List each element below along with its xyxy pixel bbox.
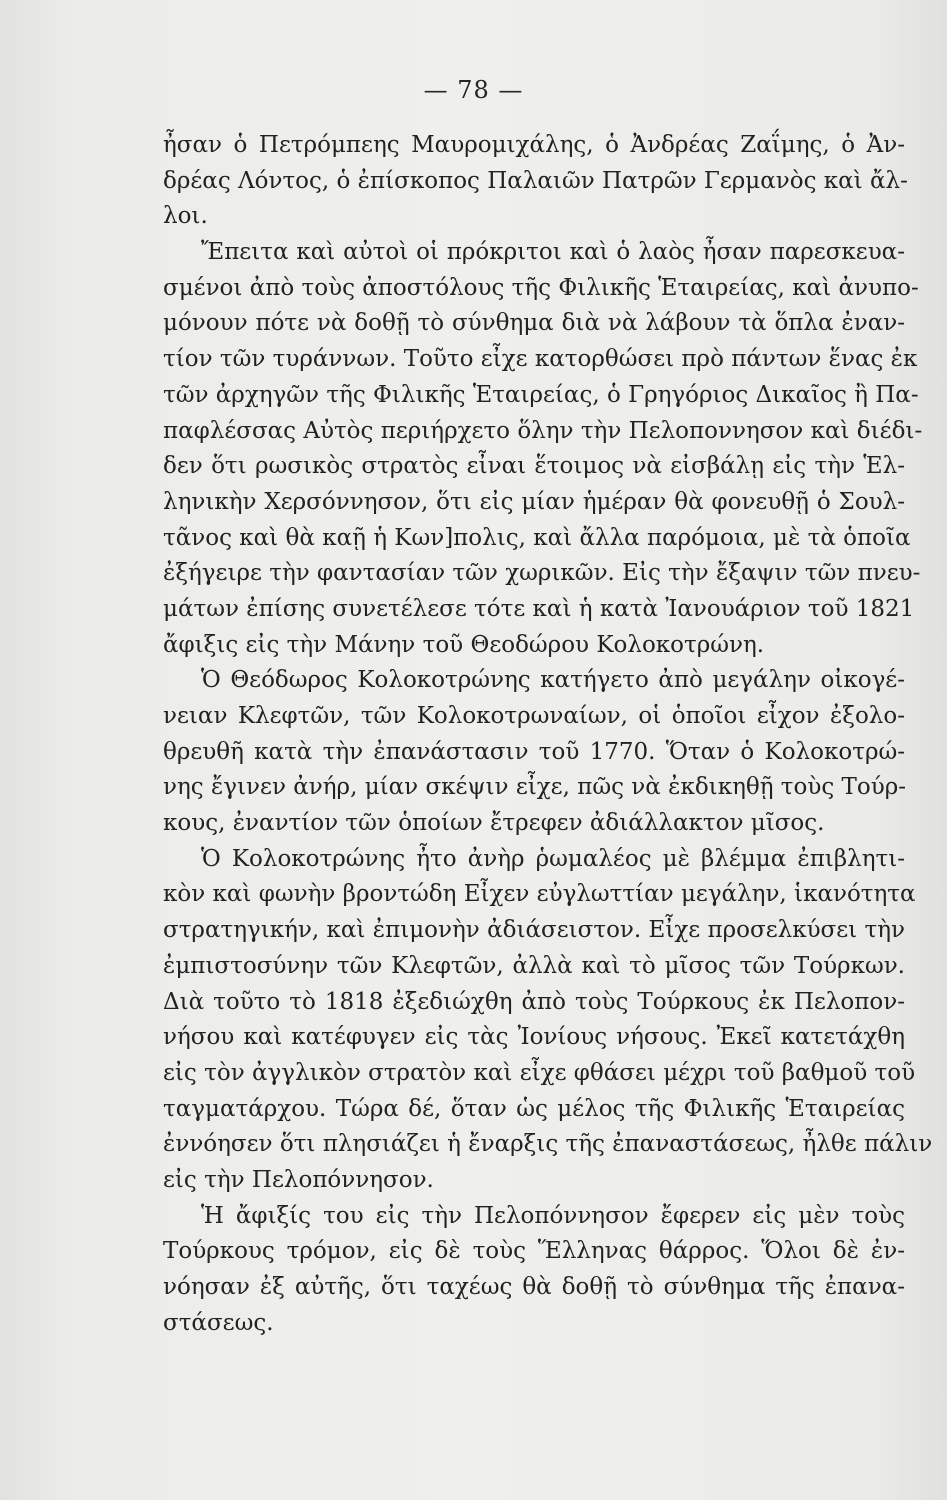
text-line: ἐξήγειρε τὴν φαντασίαν τῶν χωρικῶν. Εἰς τὴν ἔξαψιν τῶν πνευ- xyxy=(163,560,921,587)
text-line: Ὁ Θεόδωρος Κολοκοτρώνης κατήγετο ἀπὸ μεγάλην οἰκογέ- xyxy=(201,667,905,694)
text-line: εἰς τὸν ἀγγλικὸν στρατὸν καὶ εἶχε φθάσει μέχρι τοῦ βαθμοῦ τοῦ xyxy=(163,1059,916,1086)
body-text xyxy=(163,128,933,1341)
page-number: — 78 — xyxy=(423,76,524,104)
text-line: Ὁ Κολοκοτρώνης ἦτο ἀνὴρ ῥωμαλέος μὲ βλέμμα ἐπιβλητι- xyxy=(201,845,905,872)
text-line: κὸν καὶ φωνὴν βροντώδη Εἶχεν εὐγλωττίαν μεγάλην, ἱκανότητα xyxy=(163,881,916,908)
text-line: σμένοι ἀπὸ τοὺς ἀποστόλους τῆς Φιλικῆς Ἑταιρείας, καὶ ἀνυπο- xyxy=(163,274,919,301)
text-line: μάτων ἐπίσης συνετέλεσε τότε καὶ ἡ κατὰ Ἰανουάριον τοῦ 1821 xyxy=(163,595,915,622)
text-line: τᾶνος καὶ θὰ καῇ ἡ Κων]πολις, καὶ ἄλλα παρόμοια, μὲ τὰ ὁποῖα xyxy=(163,524,911,551)
text-line: ἐννόησεν ὅτι πλησιάζει ἡ ἔναρξις τῆς ἐπαναστάσεως, ἦλθε πάλιν xyxy=(163,1131,933,1158)
text-line: στρατηγικήν, καὶ ἐπιμονὴν ἀδιάσειστον. Εἶχε προσελκύσει τὴν xyxy=(163,917,905,944)
paragraph xyxy=(163,842,933,1199)
paragraph xyxy=(163,1199,905,1342)
text-line: Ἡ ἄφιξίς του εἰς τὴν Πελοπόννησον ἔφερεν εἰς μὲν τοὺς xyxy=(201,1202,905,1229)
text-line: ἦσαν ὁ Πετρόμπεης Μαυρομιχάλης, ὁ Ἀνδρέας Ζαΐμης, ὁ Ἀν- xyxy=(163,132,905,158)
paragraph xyxy=(163,235,923,663)
text-line: νόησαν ἐξ αὐτῆς, ὅτι ταχέως θὰ δοθῇ τὸ σύνθημα τῆς ἐπανα- xyxy=(163,1274,905,1300)
paragraph xyxy=(163,128,908,235)
text-line: Ἔπειτα καὶ αὐτοὶ οἱ πρόκριτοι καὶ ὁ λαὸς ἦσαν παρεσκευα- xyxy=(201,239,905,266)
text-line: νήσου καὶ κατέφυγεν εἰς τὰς Ἰονίους νήσους. Ἐκεῖ κατετάχθη xyxy=(163,1024,905,1051)
text-line: τῶν ἀρχηγῶν τῆς Φιλικῆς Ἑταιρείας, ὁ Γρηγόριος Δικαῖος ἢ Πα- xyxy=(163,381,919,408)
text-line: νης ἔγινεν ἀνήρ, μίαν σκέψιν εἶχε, πῶς νὰ ἐκδικηθῇ τοὺς Τούρ- xyxy=(163,774,906,801)
text-line: παφλέσσας Αὐτὸς περιήρχετο ὅλην τὴν Πελοποννησον καὶ διέδι- xyxy=(163,417,923,444)
paragraph xyxy=(163,663,905,841)
text-line: ταγματάρχου. Τώρα δέ, ὅταν ὡς μέλος τῆς Φιλικῆς Ἑταιρείας xyxy=(163,1095,905,1122)
text-line: νειαν Κλεφτῶν, τῶν Κολοκοτρωναίων, οἱ ὁποῖοι εἶχον ἐξολο- xyxy=(163,703,905,729)
text-line: στάσεως. xyxy=(163,1309,274,1336)
text-line: μόνουν πότε νὰ δοθῇ τὸ σύνθημα διὰ νὰ λάβουν τὰ ὅπλα ἐναν- xyxy=(163,310,905,337)
text-line: Τούρκους τρόμον, εἰς δὲ τοὺς Ἕλληνας θάρρος. Ὅλοι δὲ ἐν- xyxy=(163,1238,905,1265)
text-line: τίον τῶν τυράννων. Τοῦτο εἶχε κατορθώσει πρὸ πάντων ἕνας ἐκ xyxy=(163,346,918,373)
text-line: κους, ἐναντίον τῶν ὁποίων ἔτρεφεν ἀδιάλλακτον μῖσος. xyxy=(163,810,825,837)
text-line: θρευθῆ κατὰ τὴν ἐπανάστασιν τοῦ 1770. Ὅταν ὁ Κολοκοτρώ- xyxy=(163,738,905,765)
text-line: ἄφιξις εἰς τὴν Μάνην τοῦ Θεοδώρου Κολοκοτρώνη. xyxy=(163,631,765,658)
text-line: δεν ὅτι ρωσικὸς στρατὸς εἶναι ἕτοιμος νὰ εἰσβάλῃ εἰς τὴν Ἑλ- xyxy=(163,453,905,480)
text-line: λοι. xyxy=(163,203,208,230)
text-line: ληνικὴν Χερσόννησον, ὅτι εἰς μίαν ἡμέραν θὰ φονευθῇ ὁ Σουλ- xyxy=(163,488,905,515)
text-line: εἰς τὴν Πελοπόννησον. xyxy=(163,1166,434,1193)
text-line: ἐμπιστοσύνην τῶν Κλεφτῶν, ἀλλὰ καὶ τὸ μῖσος τῶν Τούρκων. xyxy=(163,952,905,979)
text-line: Διὰ τοῦτο τὸ 1818 ἐξεδιώχθη ἀπὸ τοὺς Τούρκους ἐκ Πελοπον- xyxy=(163,988,905,1015)
text-line: δρέας Λόντος, ὁ ἐπίσκοπος Παλαιῶν Πατρῶν Γερμανὸς καὶ ἄλ- xyxy=(163,167,908,194)
